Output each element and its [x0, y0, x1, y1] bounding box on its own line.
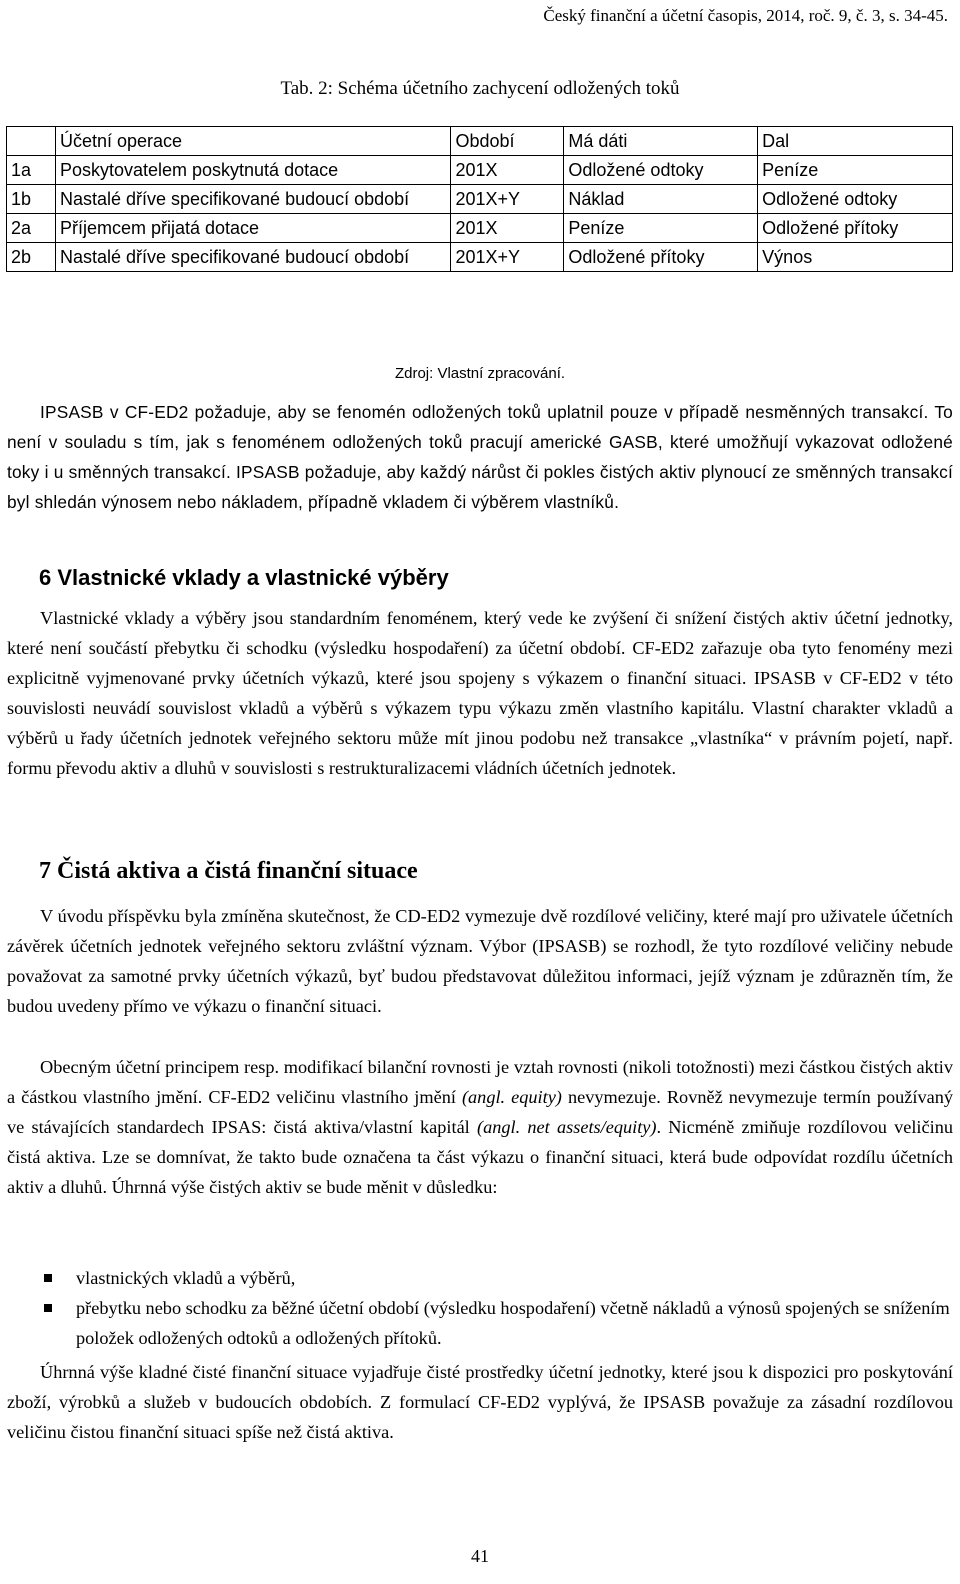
list-item — [7, 1293, 953, 1353]
row-period: 201X+Y — [451, 243, 564, 272]
paragraph-block-2 — [7, 603, 953, 783]
paragraph-text: nevymezuje. Rovněž nevymezuje termín používaný ve stávajících standardech IPSAS: čistá aktiva/vlastní kapitál — [7, 1087, 953, 1137]
row-credit: Odložené odtoky — [758, 185, 953, 214]
row-id: 1b — [7, 185, 56, 214]
row-operation: Nastalé dříve specifikované budoucí období — [55, 243, 451, 272]
square-bullet-icon — [44, 1304, 52, 1312]
paragraph: IPSASB v CF-ED2 požaduje, aby se fenomén odložených toků uplatnil pouze v případě nesměnných transakcí. To není v souladu s tím, jak s fenoménem odložených toků pracují americké GASB, které umožňují vykazovat odložené toky i u směnných transakcí. IPSASB požaduje, aby každý nárůst či pokles čistých aktiv plynoucí ze směnných transakcí byl shledán výnosem nebo nákladem, případně vkladem či výběrem vlastníků. — [7, 402, 953, 512]
header-cell: Dal — [758, 127, 953, 156]
paragraph-block-1 — [7, 397, 953, 517]
row-operation: Poskytovatelem poskytnutá dotace — [55, 156, 451, 185]
table-source: Zdroj: Vlastní zpracování. — [394, 365, 566, 382]
bullet-list — [7, 1263, 953, 1353]
row-period: 201X — [451, 156, 564, 185]
table-row — [7, 243, 953, 272]
header-cell: Období — [451, 127, 564, 156]
row-debit: Peníze — [564, 214, 758, 243]
row-id: 1a — [7, 156, 56, 185]
paragraph-block-3 — [7, 901, 953, 1021]
row-id: 2b — [7, 243, 56, 272]
bullet-list-block — [7, 1263, 953, 1353]
square-bullet-icon — [44, 1274, 52, 1282]
italic-term: (angl. equity) — [461, 1087, 562, 1107]
paragraph: Úhrnná výše kladné čisté finanční situace vyjadřuje čisté prostředky účetní jednotky, které jsou k dispozici pro poskytování zboží, výrobků a služeb v budoucích obdobích. Z formulací CF-ED2 vyplývá, že IPSASB považuje za zásadní rozdílovou veličinu čistou finanční situaci spíše než čistá aktiva. — [7, 1362, 953, 1442]
italic-term: (angl. net assets/equity) — [477, 1117, 657, 1137]
list-item-text: přebytku nebo schodku za běžné účetní období (výsledku hospodaření) včetně nákladů a výnosů spojených se snížením položek odložených odtoků a odložených přítoků. — [76, 1298, 950, 1348]
accounting-scheme-table — [6, 126, 953, 272]
paragraph-text: . Nicméně zmiňuje rozdílovou veličinu čistá aktiva. Lze se domnívat, že takto bude označena ta část výkazu o finanční situaci, která bude odpovídat rozdílu účetních aktiv a dluhů. Úhrnná výše čistých aktiv se bude měnit v důsledku: — [7, 1117, 953, 1197]
row-operation: Příjemcem přijatá dotace — [55, 214, 451, 243]
table-row — [7, 214, 953, 243]
row-id: 2a — [7, 214, 56, 243]
row-debit: Náklad — [564, 185, 758, 214]
paragraph: V úvodu příspěvku byla zmíněna skutečnost, že CD-ED2 vymezuje dvě rozdílové veličiny, které mají pro uživatele účetních závěrek účetních jednotek veřejného sektoru zvláštní význam. Výbor (IPSASB) se rozhodl, že tyto rozdílové veličiny nebude považovat za samotné prvky účetních výkazů, byť budou představovat důležitou informaci, jejíž význam je zdůrazněn tím, že budou uvedeny přímo ve výkazu o finanční situaci. — [7, 906, 953, 1016]
running-header: Český finanční a účetní časopis, 2014, roč. 9, č. 3, s. 34-45. — [543, 6, 948, 25]
list-item — [7, 1263, 953, 1293]
paragraph — [7, 1052, 953, 1202]
header-cell: Účetní operace — [55, 127, 451, 156]
section-heading-6: 6 Vlastnické vklady a vlastnické výběry — [39, 565, 449, 590]
table-header-row — [7, 127, 953, 156]
row-debit: Odložené přítoky — [564, 243, 758, 272]
page-number: 41 — [471, 1546, 489, 1566]
row-period: 201X — [451, 214, 564, 243]
section-heading-7: 7 Čistá aktiva a čistá finanční situace — [39, 858, 418, 884]
row-debit: Odložené odtoky — [564, 156, 758, 185]
list-item-text: vlastnických vkladů a výběrů, — [76, 1268, 296, 1288]
header-cell: Má dáti — [564, 127, 758, 156]
header-cell — [7, 127, 56, 156]
table-row — [7, 185, 953, 214]
paragraph-block-4 — [7, 1052, 953, 1202]
row-period: 201X+Y — [451, 185, 564, 214]
paragraph: Vlastnické vklady a výběry jsou standardním fenoménem, který vede ke zvýšení či snížení čistých aktiv účetní jednotky, které není součástí přebytku či schodku (výsledku hospodaření) za účetní období. CF-ED2 zařazuje oba tyto fenomény mezi explicitně vyjmenované prvky účetních výkazů, které jsou spojeny s výkazem o finanční situaci. IPSASB v CF-ED2 v této souvislosti neuvádí souvislost vkladů a výběrů s výkazem typu výkazu změn vlastního kapitálu. Vlastní charakter vkladů a výběrů u řady účetních jednotek veřejného sektoru může mít jinou podobu než transakce „vlastníka“ v právním pojetí, např. formu převodu aktiv a dluhů v souvislosti s restrukturalizacemi vládních účetních jednotek. — [7, 608, 953, 778]
paragraph-block-5 — [7, 1357, 953, 1447]
row-credit: Peníze — [758, 156, 953, 185]
row-credit: Odložené přítoky — [758, 214, 953, 243]
table-title: Tab. 2: Schéma účetního zachycení odložených toků — [280, 78, 680, 99]
table-row — [7, 156, 953, 185]
paragraph-text: Obecným účetní principem resp. modifikací bilanční rovnosti je vztah rovnosti (nikoli totožnosti) mezi částkou čistých aktiv a částkou vlastního jmění. CF-ED2 veličinu vlastního jmění — [7, 1057, 953, 1107]
row-credit: Výnos — [758, 243, 953, 272]
row-operation: Nastalé dříve specifikované budoucí období — [55, 185, 451, 214]
